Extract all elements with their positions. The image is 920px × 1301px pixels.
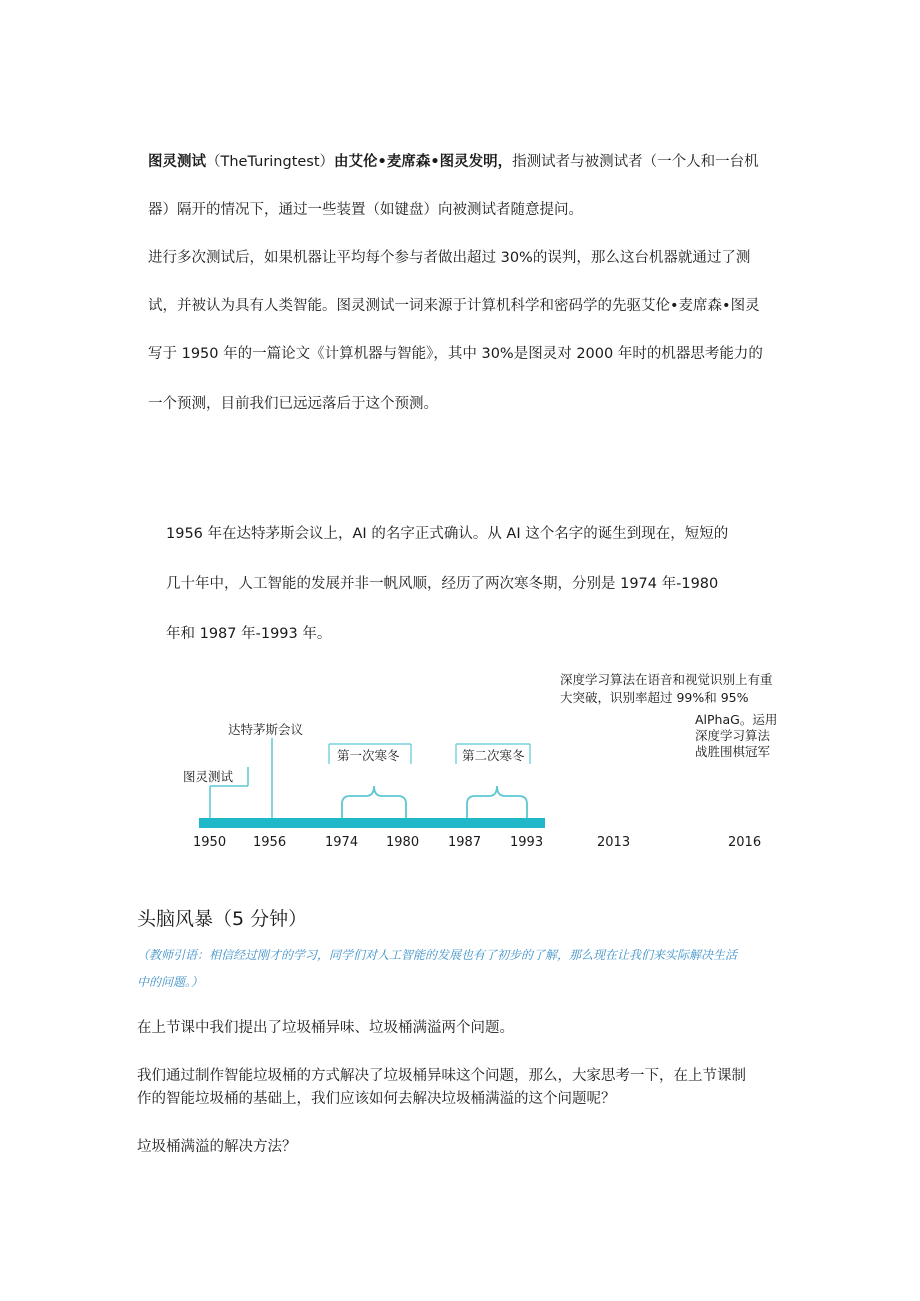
turing-test-term: 图灵测试 [148,154,206,170]
intro-line-4: 试，并被认为具有人类智能。图灵测试一词来源于计算机科学和密码学的先驱艾伦•麦席森•图灵 [148,298,760,314]
brainstorm-paragraph-2-line-2: 作的智能垃圾桶的基础上，我们应该如何去解决垃圾桶满溢的这个问题呢？ [137,1091,616,1107]
brainstorm-question: 垃圾桶满溢的解决方法？ [137,1139,297,1155]
year-label: 1987 [448,835,482,850]
history-line-3: 年和 1987 年-1993 年。 [166,626,332,642]
turing-test-english: （TheTuringtest） [206,154,335,170]
brainstorm-paragraph-1: 在上节课中我们提出了垃圾桶异味、垃圾桶满溢两个问题。 [137,1020,514,1036]
first-winter-brace [342,786,406,818]
deep-learning-label-line-1: 深度学习算法在语音和视觉识别上有重 [560,672,773,687]
brainstorm-paragraph-2-line-1: 我们通过制作智能垃圾桶的方式解决了垃圾桶异味这个问题，那么，大家思考一下，在上节课制 [137,1068,746,1084]
dartmouth-label: 达特茅斯会议 [228,722,304,737]
history-line-1: 1956 年在达特茅斯会议上，AI 的名字正式确认。从 AI 这个名字的诞生到现在，短短的 [166,526,729,542]
year-label: 1956 [253,835,287,850]
brainstorm-heading: 头脑风暴（5 分钟） [137,908,308,930]
history-line-2: 几十年中，人工智能的发展并非一帆风顺，经历了两次寒冬期，分别是 1974 年-1980 [166,576,719,592]
turing-test-label: 图灵测试 [183,769,234,784]
alphago-label-line-1: AlPhaG。运用 [695,712,778,727]
first-winter-label: 第一次寒冬 [337,748,400,763]
intro-line-5: 写于 1950 年的一篇论文《计算机器与智能》，其中 30%是图灵对 2000 年时的机器思考能力的 [148,346,763,362]
year-label: 1980 [386,835,420,850]
alphago-label-line-3: 战胜围棋冠军 [695,744,771,759]
second-winter-label: 第二次寒冬 [462,748,525,763]
year-label: 1974 [325,835,359,850]
inventor-phrase: 由艾伦•麦席森•图灵发明， [334,154,513,170]
timeline-bar [199,818,545,828]
teacher-guide-line-1: （教师引语：相信经过刚才的学习，同学们对人工智能的发展也有了初步的了解，那么现在让我们来实际解决生活 [137,948,738,962]
year-label: 1993 [510,835,544,850]
year-label: 1950 [193,835,227,850]
alphago-label-line-2: 深度学习算法 [695,728,771,743]
intro-line-3: 进行多次测试后，如果机器让平均每个参与者做出超过 30%的误判，那么这台机器就通过了测 [148,250,751,266]
teacher-guide-line-2: 中的问题。） [137,975,204,989]
second-winter-brace [467,786,527,818]
deep-learning-label-line-2: 大突破，识别率超过 99%和 95% [560,690,749,705]
intro-line-1-rest: 指测试者与被测试者（一个人和一台机 [512,154,759,170]
year-label: 2013 [597,835,631,850]
intro-line-2: 器）隔开的情况下，通过一些装置（如键盘）向被测试者随意提问。 [148,202,583,218]
year-label: 2016 [728,835,762,850]
intro-line-6: 一个预测，目前我们已远远落后于这个预测。 [148,396,438,412]
